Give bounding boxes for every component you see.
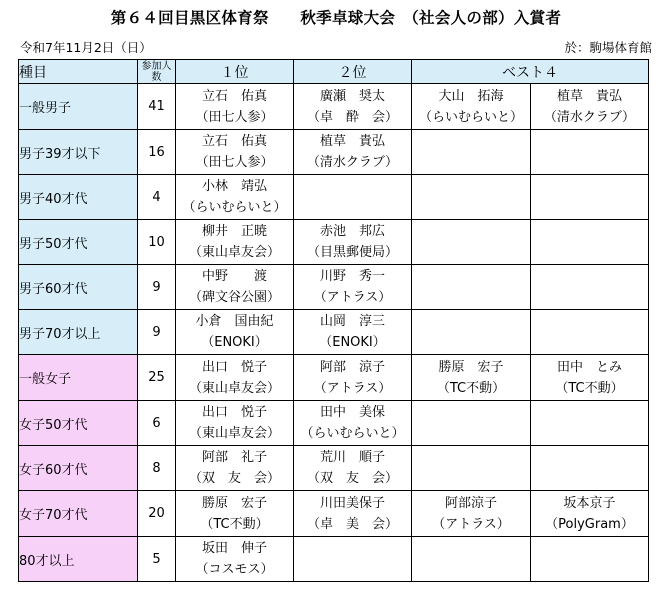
table-row	[19, 130, 649, 175]
club-name: （TC不動）	[555, 380, 624, 396]
category-cell: 男子60才代	[19, 265, 138, 310]
club-name: （清水クラブ）	[543, 109, 636, 125]
player-name: 柳井 正暁	[201, 224, 267, 239]
club-name: （アトラス）	[313, 290, 392, 305]
best4-cell	[531, 265, 649, 310]
table-row	[19, 220, 649, 265]
best4-cell	[531, 220, 649, 265]
table-row	[19, 84, 649, 130]
best4-cell	[412, 401, 531, 446]
best4-cell	[531, 491, 649, 537]
player-name: 廣瀬 奨太	[319, 88, 385, 104]
player-name: 立石 佑真	[201, 88, 267, 104]
club-name: （コスモス）	[195, 562, 274, 577]
player-name: 田中 美保	[319, 405, 385, 420]
best4-cell	[412, 175, 531, 220]
participant-count-cell: 10	[138, 220, 176, 265]
table-row	[19, 401, 649, 446]
player-name: 荒川 順子	[319, 450, 385, 465]
document-title: 第６４回目黒区体育祭 秋季卓球大会 （社会人の部）入賞者	[110, 9, 562, 27]
participant-count-cell: 20	[138, 491, 176, 537]
first-place-cell	[176, 446, 294, 491]
club-name: （らいむらいと）	[418, 109, 523, 125]
club-name: （ENOKI）	[319, 335, 386, 350]
category-cell: 女子70才代	[19, 491, 138, 537]
best4-cell	[531, 130, 649, 175]
category-cell: 女子60才代	[19, 446, 138, 491]
best4-cell	[531, 401, 649, 446]
first-place-cell	[176, 310, 294, 355]
club-name: （らいむらいと）	[300, 426, 405, 441]
first-place-cell	[176, 401, 294, 446]
player-name: 阿部 涼子	[319, 359, 385, 375]
header-row	[19, 60, 649, 84]
participant-count-cell: 25	[138, 355, 176, 401]
first-place-cell	[176, 130, 294, 175]
club-name: （東山卓友会）	[188, 245, 280, 260]
club-name: （卓 美 会）	[306, 516, 398, 532]
club-name: （TC不動）	[200, 516, 269, 532]
header-first-place: １位	[176, 60, 294, 84]
best4-cell	[412, 355, 531, 401]
best4-cell	[531, 446, 649, 491]
category-cell: 一般女子	[19, 355, 138, 401]
first-place-cell	[176, 220, 294, 265]
best4-cell	[531, 537, 649, 582]
best4-cell	[412, 310, 531, 355]
first-place-cell	[176, 355, 294, 401]
player-name: 小林 靖弘	[201, 179, 267, 194]
best4-cell	[412, 220, 531, 265]
club-name: （アトラス）	[432, 516, 510, 532]
club-name: （卓 酔 会）	[306, 109, 398, 125]
best4-cell	[412, 84, 531, 130]
first-place-cell	[176, 537, 294, 582]
second-place-cell	[294, 130, 412, 175]
header-category: 種目	[19, 60, 138, 84]
participant-count-cell: 9	[138, 310, 176, 355]
player-name: 中野 渡	[201, 269, 267, 284]
club-name: （田七人参）	[195, 155, 274, 170]
player-name: 川田美保子	[319, 495, 385, 511]
category-cell: 男子39才以下	[19, 130, 138, 175]
second-place-cell	[294, 355, 412, 401]
first-place-cell	[176, 175, 294, 220]
best4-cell	[531, 355, 649, 401]
first-place-cell	[176, 491, 294, 537]
player-name: 阿部 礼子	[201, 450, 267, 465]
best4-cell	[531, 310, 649, 355]
category-cell: 男子70才以上	[19, 310, 138, 355]
participant-count-cell: 6	[138, 401, 176, 446]
player-name: 坂本京子	[563, 495, 616, 511]
first-place-cell	[176, 84, 294, 130]
best4-cell	[412, 130, 531, 175]
club-name: （碑文谷公園）	[188, 290, 280, 305]
player-name: 赤池 邦広	[319, 224, 385, 239]
event-date: 令和7年11月2日（日）	[20, 40, 152, 55]
club-name: （双 友 会）	[188, 471, 280, 486]
second-place-cell	[294, 220, 412, 265]
player-name: 川野 秀一	[319, 269, 385, 284]
player-name: 山岡 淳三	[319, 314, 385, 329]
second-place-cell	[294, 310, 412, 355]
header-best4: ベスト４	[412, 60, 649, 84]
club-name: （TC不動）	[436, 380, 506, 396]
category-cell: 女子50才代	[19, 401, 138, 446]
second-place-cell	[294, 401, 412, 446]
club-name: （東山卓友会）	[188, 380, 280, 396]
club-name: （らいむらいと）	[182, 200, 287, 215]
second-place-cell	[294, 446, 412, 491]
participant-count-cell: 8	[138, 446, 176, 491]
player-name: 阿部涼子	[444, 495, 497, 511]
player-name: 植草 貴弘	[556, 88, 622, 104]
player-name: 立石 佑真	[201, 134, 267, 149]
club-name: （目黒郵便局）	[306, 245, 398, 260]
table-row	[19, 355, 649, 401]
player-name: 小倉 国由紀	[195, 314, 274, 329]
table-row	[19, 491, 649, 537]
second-place-cell	[294, 175, 412, 220]
first-place-cell	[176, 265, 294, 310]
club-name: （アトラス）	[313, 380, 392, 396]
best4-cell	[531, 175, 649, 220]
club-name: （東山卓友会）	[188, 426, 280, 441]
best4-cell	[412, 446, 531, 491]
category-cell: 男子50才代	[19, 220, 138, 265]
second-place-cell	[294, 265, 412, 310]
best4-cell	[412, 265, 531, 310]
club-name: （双 友 会）	[306, 471, 398, 486]
category-cell: 男子40才代	[19, 175, 138, 220]
club-name: （ENOKI）	[201, 335, 268, 350]
second-place-cell	[294, 537, 412, 582]
player-name: 植草 貴弘	[319, 134, 385, 149]
best4-cell	[531, 84, 649, 130]
player-name: 勝原 宏子	[201, 495, 267, 511]
club-name: （清水クラブ）	[306, 155, 399, 170]
second-place-cell	[294, 491, 412, 537]
player-name: 勝原 宏子	[438, 359, 504, 375]
participant-count-cell: 16	[138, 130, 176, 175]
second-place-cell	[294, 84, 412, 130]
player-name: 出口 悦子	[201, 405, 267, 420]
event-venue: 於：駒場体育館	[564, 40, 652, 55]
category-cell: 80才以上	[19, 537, 138, 582]
best4-cell	[412, 491, 531, 537]
results-table	[18, 59, 649, 582]
participant-count-cell: 9	[138, 265, 176, 310]
category-cell: 一般男子	[19, 84, 138, 130]
table-row	[19, 446, 649, 491]
table-row	[19, 265, 649, 310]
table-row	[19, 175, 649, 220]
participant-count-cell: 4	[138, 175, 176, 220]
player-name: 大山 拓海	[438, 88, 504, 104]
best4-cell	[412, 537, 531, 582]
participant-count-cell: 5	[138, 537, 176, 582]
club-name: （田七人参）	[195, 109, 274, 125]
table-row	[19, 537, 649, 582]
header-participant-count: 参加人数	[138, 60, 176, 84]
participant-count-cell: 41	[138, 84, 176, 130]
player-name: 出口 悦子	[201, 359, 267, 375]
player-name: 田中 とみ	[556, 359, 622, 375]
player-name: 坂田 伸子	[201, 541, 267, 556]
table-row	[19, 310, 649, 355]
header-second-place: ２位	[294, 60, 412, 84]
club-name: （PolyGram）	[545, 516, 634, 532]
